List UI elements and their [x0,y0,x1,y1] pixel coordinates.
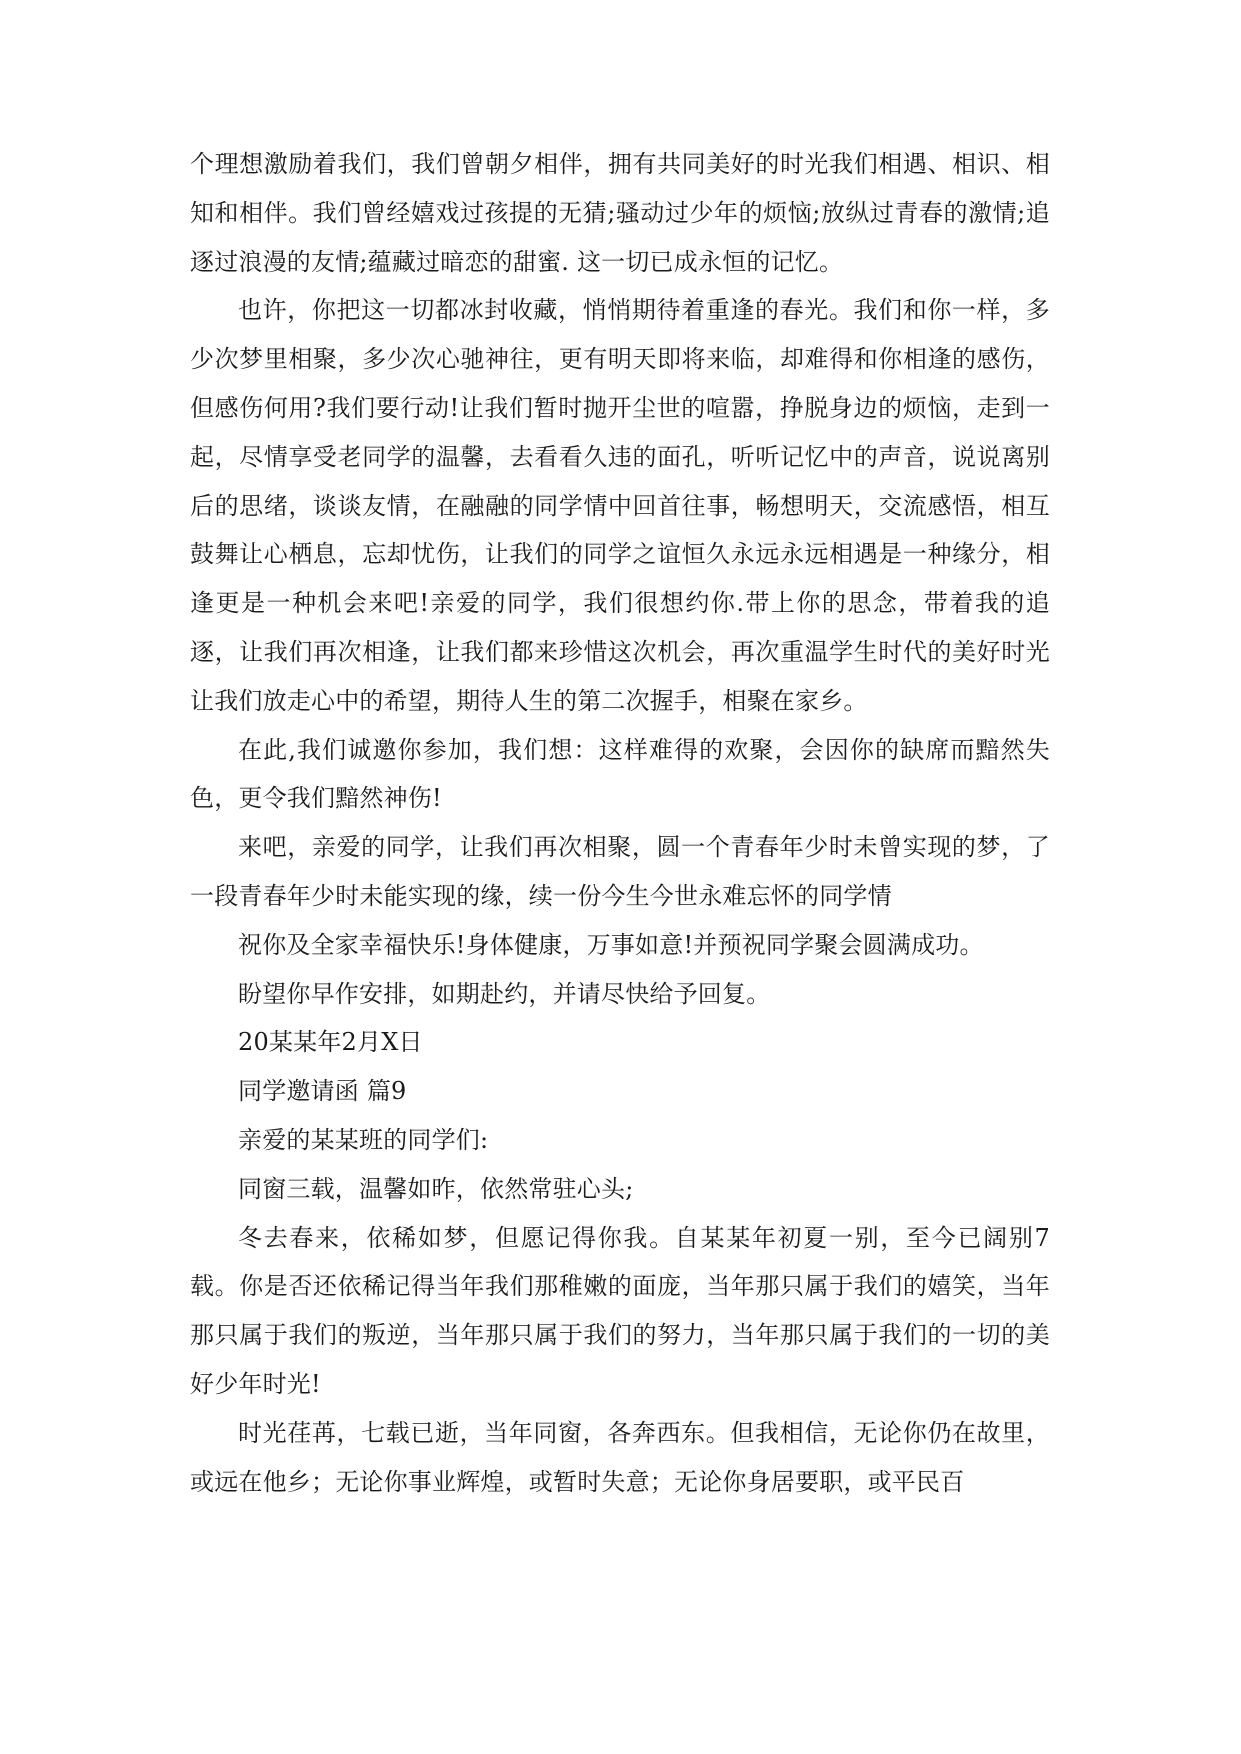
paragraph: 来吧，亲爱的同学，让我们再次相聚，圆一个青春年少时未曾实现的梦，了一段青春年少时未能实现的缘，续一份今生今世永难忘怀的同学情 [190,833,1050,910]
date-line: 20某某年2月X日 [238,1028,423,1057]
paragraph: 同窗三载，温馨如昨，依然常驻心头; [238,1174,634,1203]
paragraph: 在此,我们诚邀你参加，我们想：这样难得的欢聚，会因你的缺席而黯然失色，更令我们黯然神伤! [190,735,1050,813]
paragraph: 盼望你早作安排，如期赴约，并请尽快给予回复。 [238,979,771,1008]
salutation: 亲爱的某某班的同学们: [238,1125,489,1154]
document-body [190,140,1050,1506]
paragraph: 祝你及全家幸福快乐!身体健康，万事如意!并预祝同学聚会圆满成功。 [238,930,984,959]
paragraph: 冬去春来，依稀如梦，但愿记得你我。自某某年初夏一别，至今已阔别7载。你是否还依稀记得当年我们那稚嫩的面庞，当年那只属于我们的嬉笑，当年那只属于我们的叛逆，当年那只属于我们的努力，当年那只属于我们的一切的美好少年时光! [190,1223,1050,1398]
paragraph: 个理想激励着我们，我们曾朝夕相伴，拥有共同美好的时光我们相遇、相识、相知和相伴。我们曾经嬉戏过孩提的无猜;骚动过少年的烦恼;放纵过青春的激情;追逐过浪漫的友情;蕴藏过暗恋的甜蜜. 这一切已成永恒的记忆。 [190,150,1050,276]
paragraph: 时光荏苒，七载已逝，当年同窗，各奔西东。但我相信，无论你仍在故里，或远在他乡；无论你事业辉煌，或暂时失意；无论你身居要职，或平民百 [190,1418,1050,1496]
section-heading: 同学邀请函 篇9 [238,1077,407,1106]
paragraph: 也许，你把这一切都冰封收藏，悄悄期待着重逢的春光。我们和你一样，多少次梦里相聚，多少次心驰神往，更有明天即将来临，却难得和你相逢的感伤，但感伤何用?我们要行动!让我们暂时抛开尘世的喧嚣，挣脱身边的烦恼，走到一起，尽情享受老同学的温馨，去看看久违的面孔，听听记忆中的声音，说说离别后的思绪，谈谈友情，在融融的同学情中回首往事，畅想明天，交流感悟，相互鼓舞让心栖息，忘却忧伤，让我们的同学之谊恒久永远永远相遇是一种缘分，相逢更是一种机会来吧!亲爱的同学，我们很想约你.带上你的思念，带着我的追逐，让我们再次相逢，让我们都来珍惜这次机会，再次重温学生时代的美好时光让我们放走心中的希望，期待人生的第二次握手，相聚在家乡。 [190,296,1050,715]
